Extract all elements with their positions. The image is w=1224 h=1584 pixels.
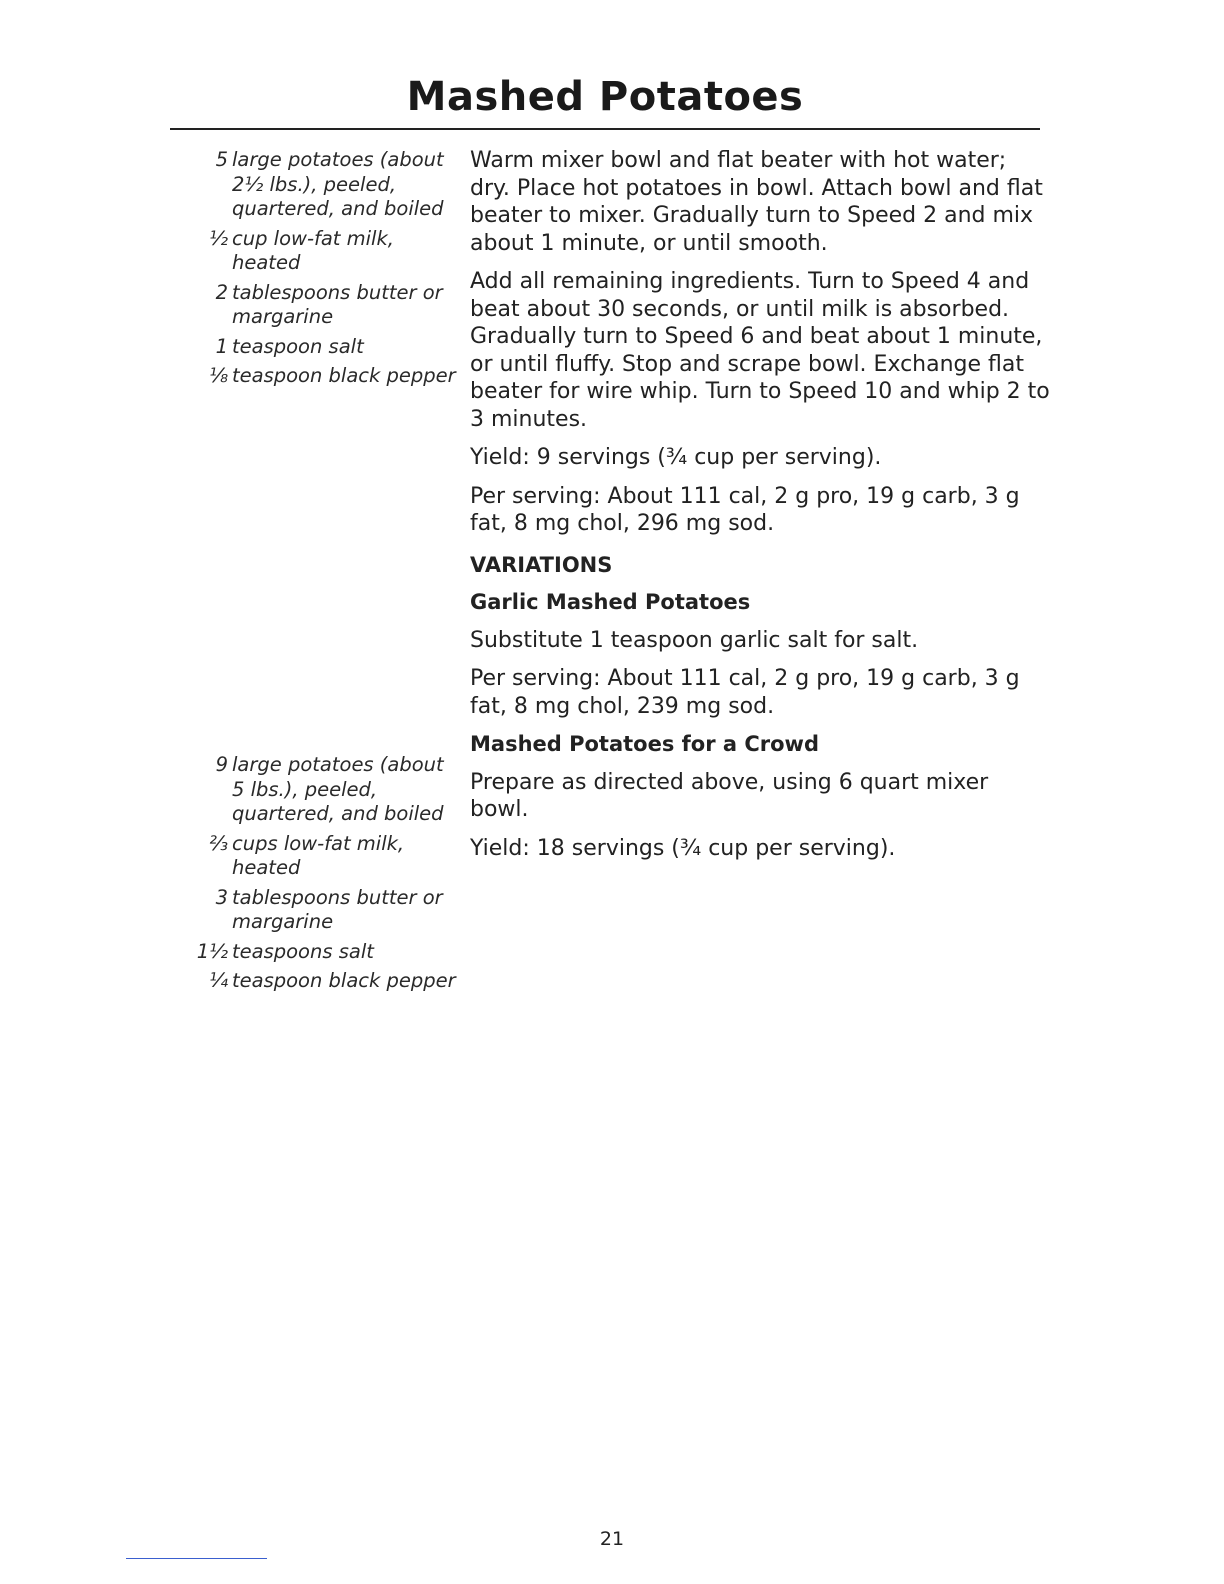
ingredient-item [190, 940, 460, 965]
ingredient-quantity: 1½ [196, 939, 228, 963]
ingredient-text: tablespoons butter or margarine [232, 280, 443, 328]
ingredient-item [190, 832, 460, 881]
nutrition-text: Per serving: About 111 cal, 2 g pro, 19 g carb, 3 g fat, 8 mg chol, 296 mg sod. [470, 483, 1020, 536]
ingredient-quantity: ⅔ [209, 831, 228, 855]
ingredient-quantity: 3 [215, 885, 228, 909]
title-divider [170, 128, 1040, 130]
ingredient-quantity: ¼ [209, 969, 228, 992]
ingredient-text: teaspoon salt [232, 334, 364, 358]
ingredient-item [190, 281, 460, 330]
page-title: Mashed Potatoes [406, 74, 804, 120]
ingredient-item [190, 335, 460, 360]
ingredient-list-standard [190, 148, 460, 394]
page-number: 21 [599, 1528, 625, 1550]
ingredient-item [190, 227, 460, 276]
ingredient-text: teaspoon black pepper [232, 969, 456, 992]
ingredient-quantity: 5 [215, 148, 228, 171]
ingredient-quantity: ⅛ [209, 364, 228, 387]
ingredient-text: cups low-fat milk, heated [232, 831, 405, 879]
ingredient-item [190, 969, 460, 994]
ingredient-list-crowd [190, 753, 460, 999]
ingredient-text: tablespoons butter or margarine [232, 885, 443, 933]
ingredient-item [190, 886, 460, 935]
variations-heading: VARIATIONS [470, 552, 613, 577]
ingredient-quantity: ½ [209, 226, 228, 250]
footer-line [126, 1558, 267, 1559]
ingredient-text: large potatoes (about 2½ lbs.), peeled, quartered, and boiled [232, 148, 444, 220]
yield-text: Yield: 9 servings (¾ cup per serving). [470, 445, 882, 470]
ingredient-item [190, 148, 460, 222]
ingredient-text: cup low-fat milk, heated [232, 226, 394, 274]
ingredient-quantity: 1 [215, 334, 228, 358]
variation-title-crowd: Mashed Potatoes for a Crowd [470, 732, 819, 756]
directions-paragraph: Add all remaining ingredients. Turn to Speed 4 and beat about 30 seconds, or until milk is absorbed. Gradually turn to Speed 6 and beat about 1 minute, or until fluffy. Stop and scrape bowl. Exchange flat beater for wire whip. Turn to Speed 10 and whip 2 to 3 minutes. [470, 269, 1050, 432]
ingredient-text: teaspoons salt [232, 939, 374, 963]
ingredient-text: teaspoon black pepper [232, 364, 456, 387]
ingredient-text: large potatoes (about 5 lbs.), peeled, quartered, and boiled [232, 753, 444, 825]
ingredient-quantity: 9 [215, 753, 228, 776]
variation-title-garlic: Garlic Mashed Potatoes [470, 590, 751, 614]
ingredient-quantity: 2 [215, 280, 228, 304]
nutrition-text: Per serving: About 111 cal, 2 g pro, 19 g carb, 3 g fat, 8 mg chol, 239 mg sod. [470, 666, 1020, 719]
directions-column [470, 147, 1050, 873]
ingredient-item [190, 364, 460, 389]
ingredient-item [190, 753, 460, 827]
yield-text: Yield: 18 servings (¾ cup per serving). [470, 835, 896, 861]
directions-paragraph: Warm mixer bowl and flat beater with hot water; dry. Place hot potatoes in bowl. Attach bowl and flat beater to mixer. Gradually turn to Speed 2 and mix about 1 minute, or until smooth. [470, 148, 1043, 256]
variation-text: Substitute 1 teaspoon garlic salt for salt. [470, 627, 919, 653]
variation-text: Prepare as directed above, using 6 quart mixer bowl. [470, 769, 989, 822]
